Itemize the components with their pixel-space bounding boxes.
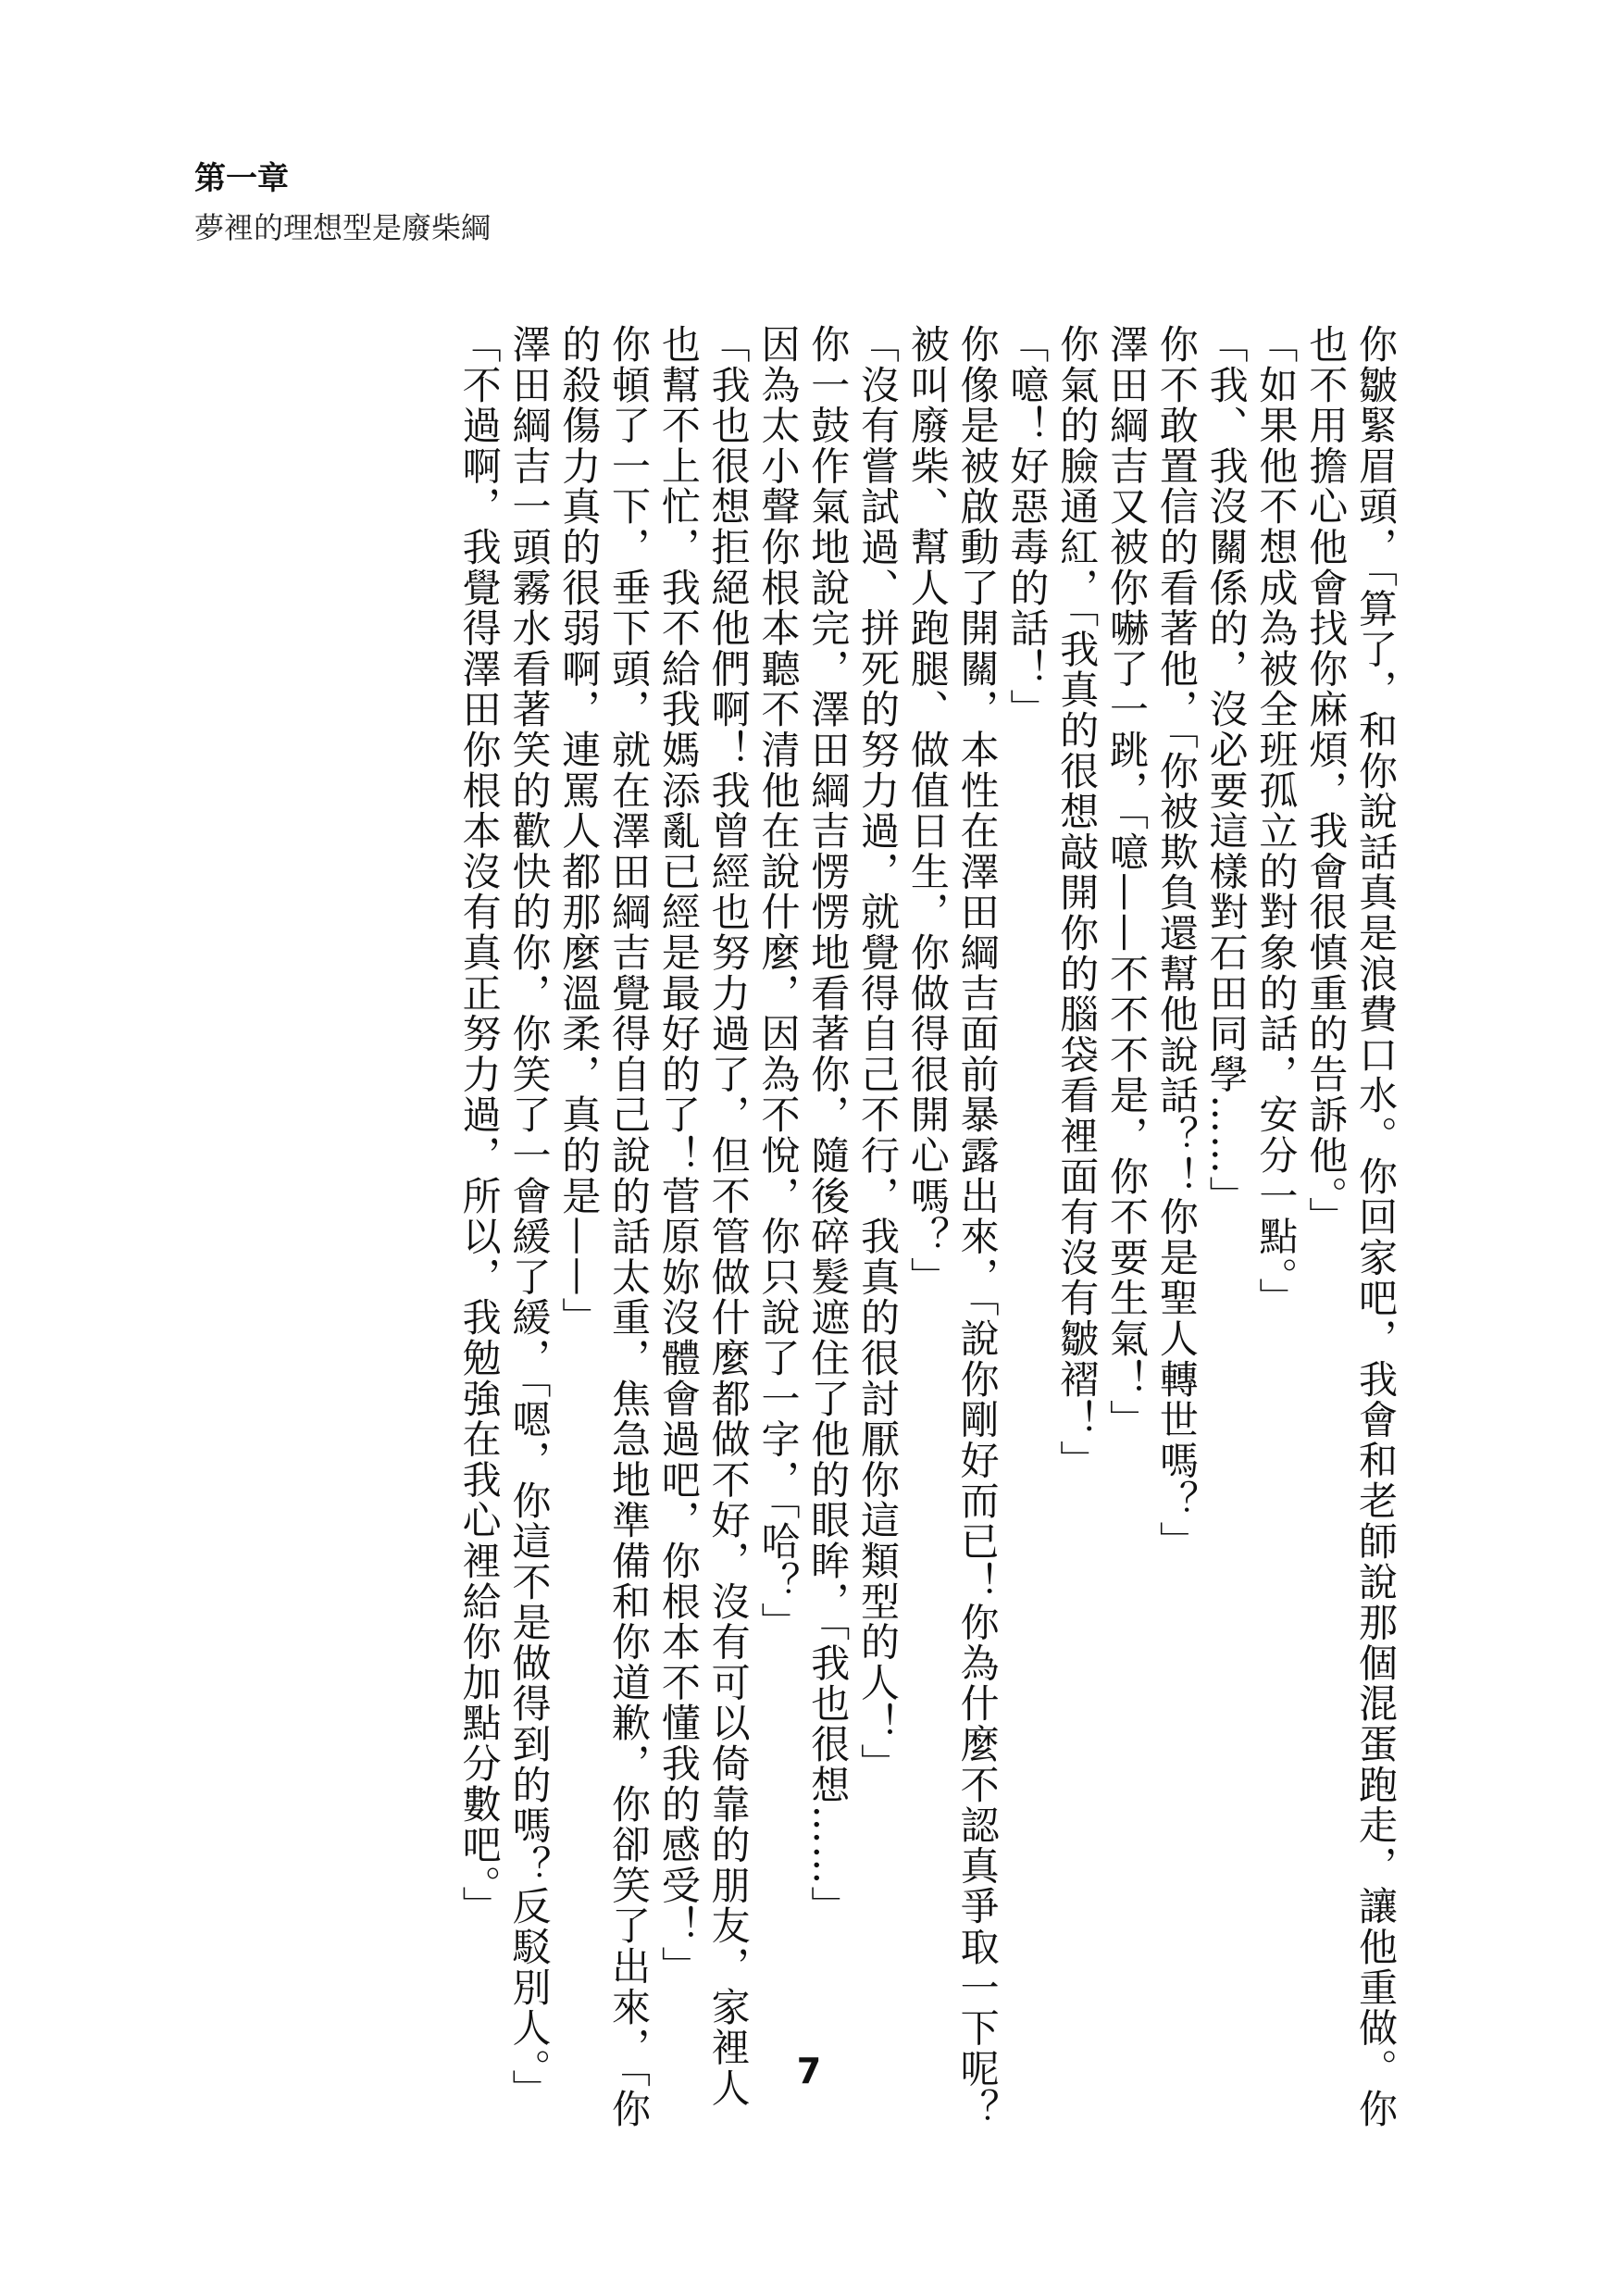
paragraph: 「我、我沒關係的，沒必要這樣對石田同學……」: [1203, 324, 1250, 1217]
chapter-title: 第一章: [194, 160, 289, 197]
paragraph: 你一鼓作氣地說完，澤田綱吉愣愣地看著你，隨後碎髮遮住了他的眼眸，「我也很想……」: [805, 324, 852, 1927]
paragraph: 你頓了一下，垂下頭，就在澤田綱吉覺得自己說的話太重，焦急地準備和你道歉，你卻笑了出來，「你的殺傷力真的很弱啊，連罵人都那麼溫柔，真的是——」: [556, 324, 653, 2129]
paragraph: 「我也很想拒絕他們啊！我曾經也努力過了，但不管做什麼都做不好，沒有可以倚靠的朋友，家裡人也幫不上忙，我不給我媽添亂已經是最好的了！菅原妳沒體會過吧，你根本不懂我的感受！」: [655, 324, 752, 2109]
paragraph: 你氣的臉通紅，「我真的很想敲開你的腦袋看裡面有沒有皺褶！」: [1054, 324, 1101, 1481]
page-number: 7: [796, 2051, 822, 2091]
paragraph: 澤田綱吉一頭霧水看著笑的歡快的你，你笑了一會緩了緩，「嗯，你這不是做得到的嗎？反駁別人。」: [506, 324, 553, 2110]
paragraph: 你皺緊眉頭，「算了，和你說話真是浪費口水。你回家吧，我會和老師說那個混蛋跑走，讓他重做。你也不用擔心他會找你麻煩，我會很慎重的告訴他。」: [1303, 324, 1399, 2129]
chapter-subtitle: 夢裡的理想型是廢柴綱: [194, 210, 492, 245]
paragraph: 「如果他不想成為被全班孤立的對象的話，安分一點。」: [1253, 324, 1300, 1318]
body-text: [454, 324, 1400, 2129]
paragraph: 「沒有嘗試過、拼死的努力過，就覺得自己不行，我真的很討厭你這類型的人！」: [855, 324, 902, 1784]
paragraph: 因為太小聲你根本聽不清他在說什麼，因為不悅，你只說了一字，「哈？」: [755, 324, 802, 1643]
paragraph: 澤田綱吉又被你嚇了一跳，「噫——不不不是，你不要生氣！」: [1104, 324, 1151, 1441]
paragraph: 你不敢置信的看著他，「你被欺負還幫他說話？！你是聖人轉世嗎？」: [1153, 324, 1200, 1562]
paragraph: 你像是被啟動了開關，本性在澤田綱吉面前暴露出來，「說你剛好而已！你為什麼不認真爭取一下呢？被叫廢柴、幫人跑腿、做值日生，你做得很開心嗎？」: [904, 324, 1001, 2129]
paragraph: 「噫！好惡毒的話！」: [1004, 324, 1051, 730]
chapter-header: [194, 157, 491, 250]
paragraph: 「不過啊，我覺得澤田你根本沒有真正努力過，所以，我勉強在我心裡給你加點分數吧。」: [456, 324, 503, 1927]
